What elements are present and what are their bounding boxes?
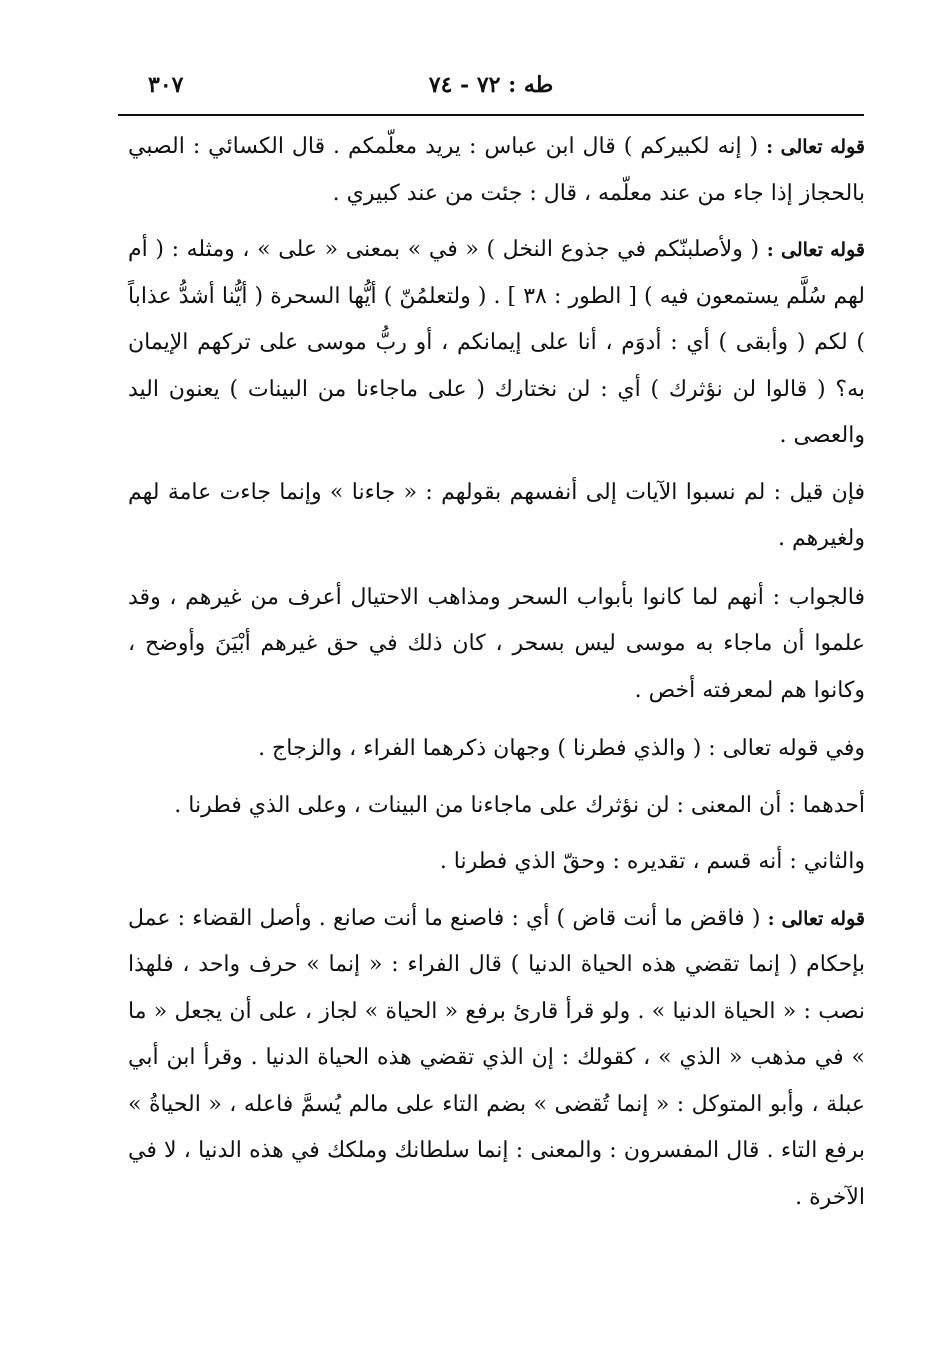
paragraph-answer (128, 575, 865, 715)
paragraph-text: والثاني : أنه قسم ، تقديره : وحقّ الذي فطرنا . (439, 849, 865, 874)
running-header-title: طه : ٧٢ - ٧٤ (428, 72, 554, 98)
paragraph-question (128, 470, 865, 563)
page-header (118, 70, 864, 110)
page-body (128, 124, 865, 1231)
paragraph-text: فالجواب : أنهم لما كانوا بأبواب السحر ومذاهب الاحتيال أعرف من غيرهم ، وقد علموا أن ماجاء به موسى ليس بسحر ، كان ذلك في حق غيرهم أبْيَنَ وأوضح ، وكانوا هم لمعرفته أخص . (128, 584, 866, 703)
paragraph-lead: قوله تعالى : (766, 239, 865, 261)
paragraph-fatarana (128, 726, 865, 773)
page-number: ٣٠٧ (148, 72, 184, 98)
paragraph-lead: قوله تعالى : (766, 136, 865, 158)
paragraph-text: وفي قوله تعالى : ( والذي فطرنا ) وجهان ذكرهما الفراء ، والزجاج . (258, 736, 865, 761)
paragraph-first-view (128, 783, 865, 830)
paragraph-kabirukum (128, 124, 865, 217)
paragraph-text: فإن قيل : لم نسبوا الآيات إلى أنفسهم بقولهم : « جاءنا » وإنما جاءت عامة لهم ولغيرهم . (128, 479, 865, 551)
paragraph-text: ( فاقض ما أنت قاض ) أي : فاصنع ما أنت صانع . وأصل القضاء : عمل بإحكام ( إنما تقضي هذه الحياة الدنيا ) قال الفراء : « إنما » حرف واحد ، فلهذا نصب : « الحياة الدنيا » . ولو قرأ قارئ برفع « الحياة » لجاز ، على أن يجعل « ما » في مذهب « الذي » ، كقولك : إن الذي تقضي هذه الحياة الدنيا . وقرأ ابن أبي عبلة ، وأبو المتوكل : « إنما تُقضى » بضم التاء على مالم يُسمَّ فاعله ، « الحياةُ » برفع التاء . قال المفسرون : والمعنى : إنما سلطانك وملكك في هذه الدنيا ، لا في الآخرة . (128, 905, 865, 1210)
paragraph-text: ( ولأصلبنّكم في جذوع النخل ) « في » بمعنى « على » ، ومثله : ( أم لهم سُلَّم يستمعون فيه ) [ الطور : ٣٨ ] . ( ولتعلمُنّ ) أيُّها السحرة ( أيُّنا أشدُّ عذاباً ) لكم ( وأبقى ) أي : أدوَم ، أنا على إيمانكم ، أو ربُّ موسى على تركهم الإيمان به؟ ( قالوا لن نؤثرك ) أي : لن نختارك ( على ماجاءنا من البينات ) يعنون اليد والعصى . (128, 237, 865, 448)
paragraph-lead: قوله تعالى : (767, 907, 865, 930)
header-rule (118, 114, 864, 116)
paragraph-text: أحدهما : أن المعنى : لن نؤثرك على ماجاءنا من البينات ، وعلى الذي فطرنا . (174, 792, 865, 818)
paragraph-faqdi (128, 896, 865, 1222)
paragraph-usallibannakum (128, 227, 865, 460)
paragraph-text: ( إنه لكبيركم ) قال ابن عباس : يريد معلّمكم . قال الكسائي : الصبي بالحجاز إذا جاء من عند معلّمه ، قال : جئت من عند كبيري . (128, 134, 865, 206)
paragraph-second-view (128, 839, 865, 886)
